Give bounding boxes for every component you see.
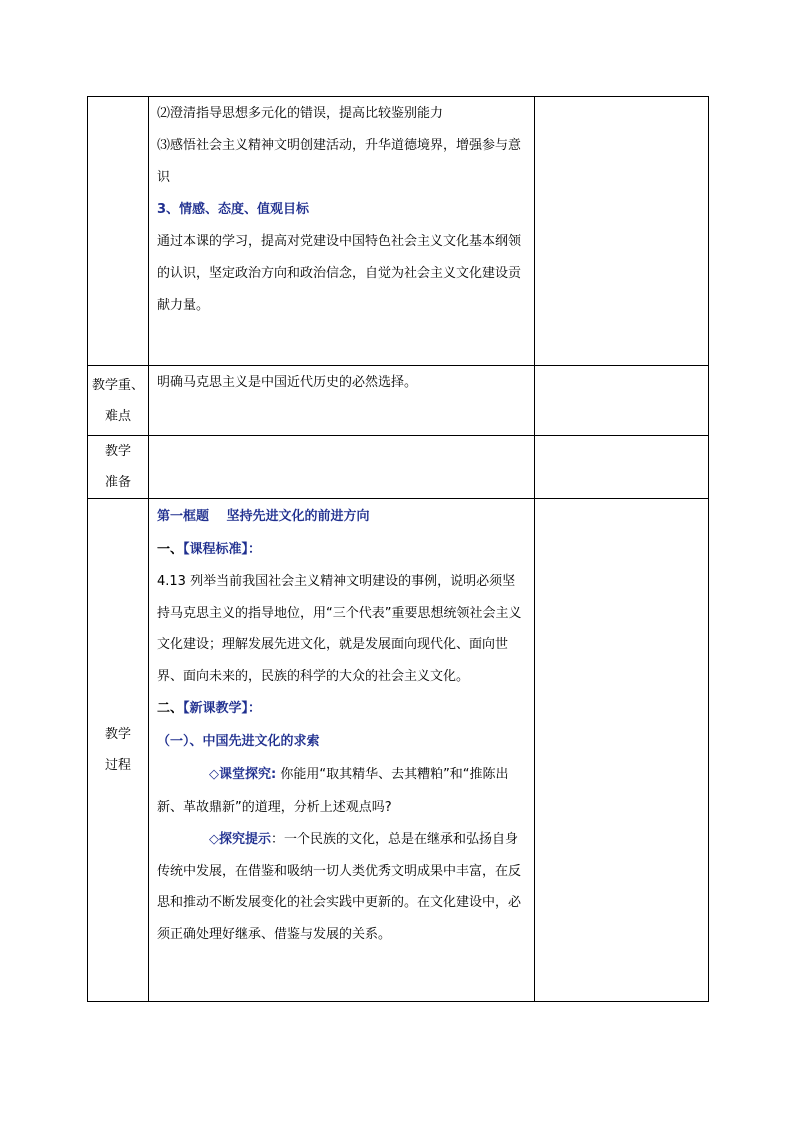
classroom-explore — [157, 758, 527, 824]
hint-label: ◇探究提示 — [209, 832, 271, 847]
curriculum-standard-text: 4.13 列举当前我国社会主义精神文明建设的事例，说明必须坚持马克思主义的指导地位，用“三个代表”重要思想统领社会主义文化建设；理解发展先进文化，就是发展面向现代化、面向世界、面向未来的，民族的科学的大众的社会主义文化。 — [157, 574, 522, 684]
subtopic-title: 第一框题 坚持先进文化的前进方向 — [157, 509, 370, 524]
keypoints-label-line2: 难点 — [104, 409, 131, 424]
explore-text: 你能用“取其精华、去其糟粕”和“推陈出新、革故鼎新”的道理，分析上述观点吗? — [157, 767, 509, 815]
notes-cell — [535, 97, 709, 366]
notes-cell — [535, 366, 709, 436]
label-cell-empty — [88, 97, 149, 366]
notes-cell — [535, 436, 709, 499]
row-keypoints — [88, 366, 709, 436]
process-label-line1: 教学 — [104, 727, 131, 742]
notes-cell — [535, 499, 709, 1002]
objective-line-3: ⑶感悟社会主义精神文明创建活动，升华道德境界，增强参与意识 — [157, 138, 522, 185]
explore-hint — [157, 824, 527, 950]
process-cell — [149, 499, 535, 1002]
objectives-cell — [149, 97, 535, 366]
preparation-label-line2: 准备 — [104, 475, 131, 490]
section-2-heading — [157, 692, 527, 725]
section-1-heading — [157, 533, 527, 566]
objective-line-2: ⑵澄清指导思想多元化的错误，提高比较鉴别能力 — [157, 106, 444, 121]
section-1-title: 【课程标准】： — [183, 542, 262, 557]
section-2-title: 【新课教学】： — [183, 701, 262, 716]
goal-3-text: 通过本课的学习，提高对党建设中国特色社会主义文化基本纲领的认识，坚定政治方向和政治信念，自觉为社会主义文化建设贡献力量。 — [157, 234, 522, 313]
part-1-heading: （一）、中国先进文化的求索 — [157, 734, 320, 749]
keypoints-label-line1: 教学重、 — [91, 378, 144, 393]
section-2-prefix: 二、 — [157, 701, 184, 716]
section-1-prefix: 一、 — [157, 542, 184, 557]
row-process — [88, 499, 709, 1002]
preparation-label-line1: 教学 — [104, 444, 131, 459]
process-label — [88, 499, 149, 1002]
preparation-label — [88, 436, 149, 499]
goal-3-heading: 3、情感、态度、值观目标 — [157, 202, 310, 217]
keypoints-label — [88, 366, 149, 436]
explore-label: ◇课堂探究: — [209, 767, 277, 782]
row-objectives — [88, 97, 709, 366]
keypoints-cell — [149, 366, 535, 436]
preparation-cell — [149, 436, 535, 499]
hint-text: ：一个民族的文化，总是在继承和弘扬自身传统中发展，在借鉴和吸纳一切人类优秀文明成果中丰富，在反思和推动不断发展变化的社会实践中更新的。在文化建设中，必须正确处理好继承、借鉴与发展的关系。 — [157, 832, 522, 942]
lesson-plan-table — [87, 96, 709, 1002]
keypoints-content: 明确马克思主义是中国近代历史的必然选择。 — [157, 375, 418, 390]
row-preparation — [88, 436, 709, 499]
process-label-line2: 过程 — [104, 758, 131, 773]
